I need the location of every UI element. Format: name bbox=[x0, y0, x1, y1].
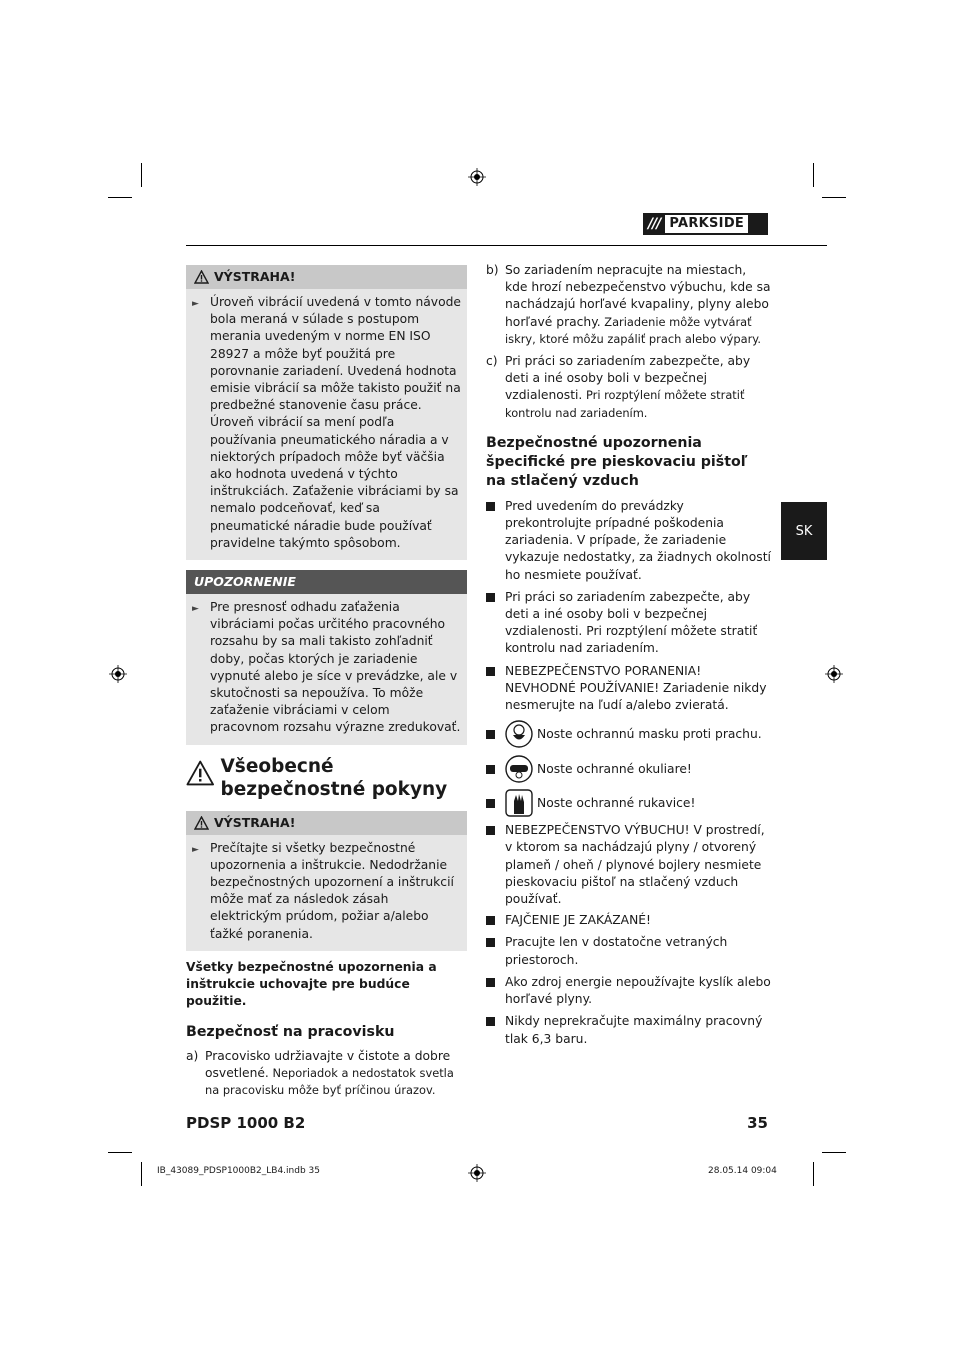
list-item: NEBEZPEČENSTVO PORANENIA! NEVHODNÉ POUŽÍVANIE! Zariadenie nikdy nesmerujte na ľudí a/alebo zvieratá. bbox=[486, 663, 771, 715]
square-bullet-icon bbox=[486, 765, 495, 774]
list-item: Noste ochrannú masku proti prachu. bbox=[486, 718, 771, 750]
warning-box-general bbox=[186, 811, 467, 951]
bullet-arrow-icon: ► bbox=[192, 299, 199, 309]
protective-gloves-icon bbox=[505, 789, 533, 817]
list-item: FAJČENIE JE ZAKÁZANÉ! bbox=[486, 912, 771, 930]
square-bullet-icon bbox=[486, 938, 495, 947]
list-item: NEBEZPEČENSTVO VÝBUCHU! V prostredí, v ktorom sa nachádzajú plyny / otvorený plameň / oheň / plynové bojlery nesmiete pieskovaciu pištoľ na stlačený vzduch používať. bbox=[486, 822, 771, 908]
list-item: Nikdy neprekračujte maximálny pracovný tlak 6,3 baru. bbox=[486, 1013, 771, 1047]
print-slug-date: 28.05.14 09:04 bbox=[708, 1166, 777, 1176]
warning-triangle-icon bbox=[194, 816, 209, 830]
warning-triangle-icon bbox=[186, 755, 214, 791]
crop-mark bbox=[108, 197, 132, 198]
square-bullet-icon bbox=[486, 826, 495, 835]
warning-box-vibration bbox=[186, 265, 467, 560]
crop-mark bbox=[108, 1152, 132, 1153]
page-number: 35 bbox=[747, 1114, 768, 1132]
square-bullet-icon bbox=[486, 978, 495, 987]
section-title: Všeobecné bezpečnostné pokyny bbox=[186, 755, 467, 801]
registration-mark-icon bbox=[468, 1164, 486, 1182]
safety-goggles-icon bbox=[505, 755, 533, 783]
warning-triangle-icon bbox=[194, 270, 209, 284]
square-bullet-icon bbox=[486, 593, 495, 602]
dust-mask-icon bbox=[505, 720, 533, 748]
list-item: Noste ochranné okuliare! bbox=[486, 754, 771, 784]
note-box-vibration bbox=[186, 570, 467, 745]
list-item: b) So zariadením nepracujte na miestach, kde hrozí nebezpečenstvo výbuchu, kde sa nachádzajú horľavé kvapaliny, plyny alebo horľavé prachy. Zariadenie môže vytvárať iskry, ktoré môžu zapáliť prach alebo výpary. bbox=[486, 263, 771, 346]
square-bullet-icon bbox=[486, 916, 495, 925]
list-item: Noste ochranné rukavice! bbox=[486, 788, 771, 818]
list-item: Pracujte len v dostatočne vetraných priestoroch. bbox=[486, 934, 771, 968]
square-bullet-icon bbox=[486, 667, 495, 676]
header-rule bbox=[186, 245, 827, 246]
list-item: a) Pracovisko udržiavajte v čistote a dobre osvetlené. Neporiadok a nedostatok svetla na pracovisku môže byť príčinou úrazov. bbox=[186, 1048, 454, 1097]
registration-mark-icon bbox=[468, 168, 486, 186]
specific-heading: Bezpečnostné upozornenia špecifické pre pieskovaciu pištoľ na stlačený vzduch bbox=[486, 434, 748, 489]
keep-instructions-note: Všetky bezpečnostné upozornenia a inštrukcie uchovajte pre budúce použitie. bbox=[186, 959, 437, 1009]
warning-box-header: VÝSTRAHA! bbox=[186, 265, 467, 289]
square-bullet-icon bbox=[486, 799, 495, 808]
right-column bbox=[486, 262, 771, 1048]
crop-mark bbox=[813, 163, 814, 187]
print-slug-file: IB_43089_PDSP1000B2_LB4.indb 35 bbox=[157, 1166, 320, 1176]
crop-mark bbox=[141, 163, 142, 187]
bullet-arrow-icon: ► bbox=[192, 604, 199, 615]
crop-mark bbox=[822, 197, 846, 198]
registration-mark-icon bbox=[825, 665, 843, 683]
warning-text: Úroveň vibrácií uvedená v tomto návode bola meraná v súlade s postupom merania uvedeným v norme EN ISO 28927 a môže byť použitá pre porovnanie zariadení. Uvedená hodnota emisie vibrácií sa môže takisto použiť na predbežné stanovenie času práce. Úroveň vibrácií sa mení podľa používania pneumatického náradia a v niektorých prípadoch môže byť väčšia ako hodnota uvedená v týchto inštrukciách. Zaťaženie vibráciami by sa nemalo podceňovať, keď sa pneumatické náradie bude používať pravidelne takýmto spôsobom. bbox=[210, 295, 461, 550]
crop-mark bbox=[141, 1162, 142, 1186]
list-item: Pred uvedením do prevádzky prekontrolujte prípadné poškodenia zariadenia. V prípade, že zariadenie vykazuje nedostatky, za žiadnych okolností ho nesmiete používať. bbox=[486, 498, 771, 584]
left-column bbox=[186, 265, 467, 1099]
parkside-logo: /// PARKSIDE bbox=[643, 213, 768, 235]
registration-mark-icon bbox=[109, 665, 127, 683]
language-tab: SK bbox=[781, 502, 827, 560]
bullet-arrow-icon: ► bbox=[192, 844, 199, 855]
warning-text: Prečítajte si všetky bezpečnostné upozornenia a inštrukcie. Nedodržanie bezpečnostných upozornení a inštrukcií môže mať za následok zásah elektrickým prúdom, požiar a/alebo ťažké poranenia. bbox=[210, 840, 454, 941]
crop-mark bbox=[813, 1162, 814, 1186]
warning-box-header: VÝSTRAHA! bbox=[186, 811, 467, 835]
list-item: c) Pri práci so zariadením zabezpečte, aby deti a iné osoby boli v bezpečnej vzdialenosti. Pri rozptýlení môžete stratiť kontrolu nad zariadením. bbox=[486, 354, 751, 420]
list-item: Pri práci so zariadením zabezpečte, aby deti a iné osoby boli v bezpečnej vzdialenosti. Pri rozptýlení môžete stratiť kontrolu nad zariadením. bbox=[486, 589, 771, 658]
list-item: Ako zdroj energie nepoužívajte kyslík alebo horľavé plyny. bbox=[486, 974, 771, 1008]
workplace-heading: Bezpečnosť na pracovisku bbox=[186, 1023, 395, 1040]
crop-mark bbox=[822, 1152, 846, 1153]
footer-model: PDSP 1000 B2 bbox=[186, 1114, 306, 1132]
note-text: Pre presnosť odhadu zaťaženia vibráciami počas určitého pracovného rozsahu by sa mali takisto zohľadniť doby, počas ktorých je zariadenie vypnuté alebo je síce v prevádzke, ale v skutočnosti sa nepoužíva. To môže zaťaženie vibráciami v celom pracovnom rozsahu výrazne zredukovať. bbox=[210, 600, 461, 735]
square-bullet-icon bbox=[486, 730, 495, 739]
square-bullet-icon bbox=[486, 1017, 495, 1026]
note-box-header: UPOZORNENIE bbox=[186, 570, 467, 594]
square-bullet-icon bbox=[486, 502, 495, 511]
